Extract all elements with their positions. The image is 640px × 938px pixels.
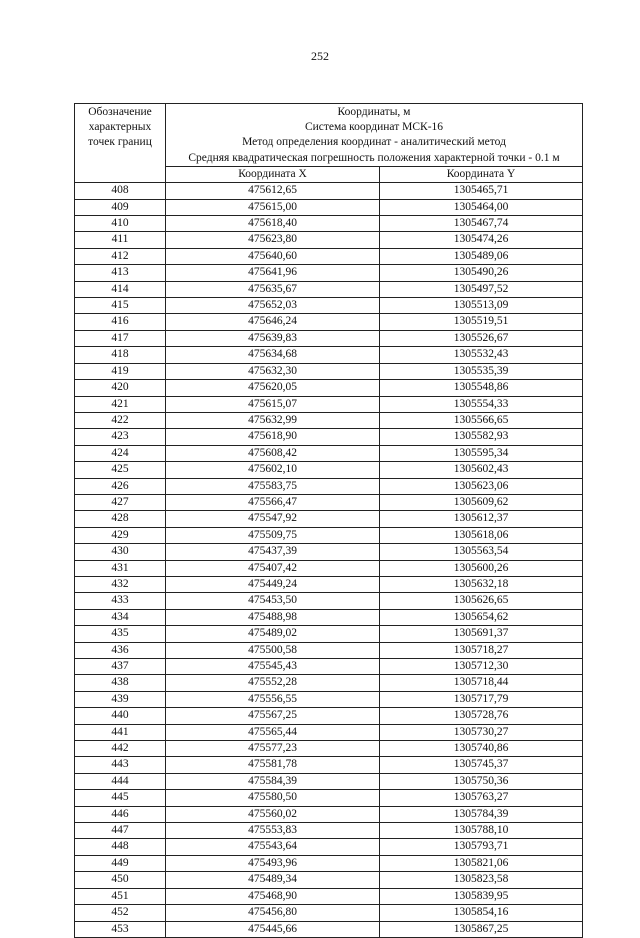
point-id-cell: 422	[75, 412, 166, 428]
table-row	[75, 576, 583, 592]
coordinate-x-cell: 475632,30	[166, 363, 380, 379]
point-id-cell: 417	[75, 330, 166, 346]
point-id-cell: 426	[75, 478, 166, 494]
coordinate-x-cell: 475615,07	[166, 396, 380, 412]
table-row	[75, 429, 583, 445]
point-id-cell: 412	[75, 248, 166, 264]
coordinate-x-cell: 475456,80	[166, 905, 380, 921]
coordinate-x-cell: 475618,40	[166, 216, 380, 232]
coordinate-y-cell: 1305582,93	[380, 429, 583, 445]
coordinate-y-cell: 1305489,06	[380, 248, 583, 264]
coordinate-x-cell: 475493,96	[166, 855, 380, 871]
coordinate-y-cell: 1305867,25	[380, 921, 583, 937]
coordinate-x-cell: 475577,23	[166, 741, 380, 757]
table-row	[75, 216, 583, 232]
header-right-line: Метод определения координат - аналитический метод	[242, 136, 506, 149]
coordinate-x-cell: 475488,98	[166, 609, 380, 625]
point-id-cell: 442	[75, 741, 166, 757]
point-id-cell: 437	[75, 659, 166, 675]
table-row	[75, 462, 583, 478]
table-row	[75, 609, 583, 625]
table-row	[75, 741, 583, 757]
table-row	[75, 675, 583, 691]
coordinate-y-cell: 1305490,26	[380, 265, 583, 281]
table-row	[75, 199, 583, 215]
coordinate-y-cell: 1305854,16	[380, 905, 583, 921]
table-row	[75, 773, 583, 789]
table-row	[75, 330, 583, 346]
coordinate-x-cell: 475552,28	[166, 675, 380, 691]
coordinate-y-cell: 1305612,37	[380, 511, 583, 527]
table-row	[75, 593, 583, 609]
table-row	[75, 560, 583, 576]
point-id-cell: 418	[75, 347, 166, 363]
coordinate-x-cell: 475468,90	[166, 888, 380, 904]
coordinate-y-cell: 1305602,43	[380, 462, 583, 478]
point-id-cell: 433	[75, 593, 166, 609]
table-row	[75, 248, 583, 264]
coordinate-x-cell: 475581,78	[166, 757, 380, 773]
table-row	[75, 544, 583, 560]
coordinate-x-cell: 475634,68	[166, 347, 380, 363]
coordinate-x-cell: 475453,50	[166, 593, 380, 609]
coordinate-y-cell: 1305535,39	[380, 363, 583, 379]
table-row	[75, 363, 583, 379]
coordinate-x-cell: 475646,24	[166, 314, 380, 330]
table-row	[75, 806, 583, 822]
header-right-line: Средняя квадратическая погрешность положения характерной точки - 0.1 м	[188, 151, 560, 164]
coordinate-x-cell: 475566,47	[166, 494, 380, 510]
coordinate-x-cell: 475640,60	[166, 248, 380, 264]
coordinate-y-cell: 1305718,27	[380, 642, 583, 658]
header-left-line: точек границ	[88, 136, 152, 149]
point-id-cell: 419	[75, 363, 166, 379]
table-row	[75, 281, 583, 297]
coordinate-y-cell: 1305750,36	[380, 773, 583, 789]
table-row	[75, 724, 583, 740]
coordinate-y-cell: 1305554,33	[380, 396, 583, 412]
table-row	[75, 855, 583, 871]
coordinate-x-cell: 475639,83	[166, 330, 380, 346]
coordinate-x-cell: 475489,34	[166, 872, 380, 888]
table-row	[75, 839, 583, 855]
point-id-cell: 432	[75, 576, 166, 592]
table-row	[75, 757, 583, 773]
coordinate-y-cell: 1305626,65	[380, 593, 583, 609]
coordinate-y-cell: 1305712,30	[380, 659, 583, 675]
coordinate-x-cell: 475641,96	[166, 265, 380, 281]
point-id-cell: 408	[75, 183, 166, 199]
coordinate-y-cell: 1305465,71	[380, 183, 583, 199]
coordinate-y-cell: 1305609,62	[380, 494, 583, 510]
point-id-cell: 439	[75, 691, 166, 707]
coordinate-x-cell: 475543,64	[166, 839, 380, 855]
coordinate-x-cell: 475509,75	[166, 527, 380, 543]
table-row	[75, 412, 583, 428]
coordinate-x-cell: 475580,50	[166, 790, 380, 806]
point-id-cell: 409	[75, 199, 166, 215]
coordinate-x-cell: 475632,99	[166, 412, 380, 428]
point-id-cell: 430	[75, 544, 166, 560]
coordinate-y-cell: 1305763,27	[380, 790, 583, 806]
table-row	[75, 659, 583, 675]
point-id-cell: 436	[75, 642, 166, 658]
coordinate-y-cell: 1305654,62	[380, 609, 583, 625]
point-id-cell: 450	[75, 872, 166, 888]
coordinate-y-cell: 1305632,18	[380, 576, 583, 592]
coordinate-x-cell: 475620,05	[166, 380, 380, 396]
table-row	[75, 314, 583, 330]
point-id-cell: 421	[75, 396, 166, 412]
table-row	[75, 921, 583, 937]
coordinate-y-cell: 1305467,74	[380, 216, 583, 232]
table-row	[75, 691, 583, 707]
coordinate-x-cell: 475584,39	[166, 773, 380, 789]
point-id-cell: 447	[75, 823, 166, 839]
point-designation-header	[75, 104, 166, 183]
coordinate-x-cell: 475567,25	[166, 708, 380, 724]
table-row	[75, 888, 583, 904]
point-id-cell: 453	[75, 921, 166, 937]
coordinate-x-cell: 475500,58	[166, 642, 380, 658]
coordinate-x-cell: 475489,02	[166, 626, 380, 642]
coordinate-y-cell: 1305784,39	[380, 806, 583, 822]
coordinate-y-cell: 1305526,67	[380, 330, 583, 346]
table-row	[75, 494, 583, 510]
coordinate-y-cell: 1305821,06	[380, 855, 583, 871]
coordinate-x-cell: 475608,42	[166, 445, 380, 461]
coordinate-x-cell: 475615,00	[166, 199, 380, 215]
coordinate-y-cell: 1305513,09	[380, 298, 583, 314]
point-id-cell: 414	[75, 281, 166, 297]
table-row	[75, 232, 583, 248]
table-row	[75, 527, 583, 543]
coordinate-x-cell: 475553,83	[166, 823, 380, 839]
coordinate-y-cell: 1305839,95	[380, 888, 583, 904]
coordinate-x-cell: 475618,90	[166, 429, 380, 445]
point-id-cell: 446	[75, 806, 166, 822]
coordinate-x-cell: 475556,55	[166, 691, 380, 707]
coordinates-header	[166, 104, 583, 167]
coordinate-y-cell: 1305548,86	[380, 380, 583, 396]
coordinate-y-cell: 1305474,26	[380, 232, 583, 248]
point-id-cell: 415	[75, 298, 166, 314]
coordinate-x-cell: 475583,75	[166, 478, 380, 494]
table-row	[75, 790, 583, 806]
coordinate-y-cell: 1305691,37	[380, 626, 583, 642]
table-row	[75, 265, 583, 281]
point-id-cell: 443	[75, 757, 166, 773]
coordinates-table	[74, 103, 583, 938]
point-id-cell: 445	[75, 790, 166, 806]
coordinate-y-cell: 1305618,06	[380, 527, 583, 543]
coordinate-x-cell: 475547,92	[166, 511, 380, 527]
point-id-cell: 449	[75, 855, 166, 871]
coordinate-x-cell: 475560,02	[166, 806, 380, 822]
coordinate-y-cell: 1305497,52	[380, 281, 583, 297]
header-left-line: характерных	[88, 121, 152, 134]
coordinate-y-cell: 1305717,79	[380, 691, 583, 707]
point-id-cell: 429	[75, 527, 166, 543]
point-id-cell: 427	[75, 494, 166, 510]
point-id-cell: 451	[75, 888, 166, 904]
coordinate-y-cell: 1305823,58	[380, 872, 583, 888]
coordinate-y-cell: 1305788,10	[380, 823, 583, 839]
coordinate-x-cell: 475602,10	[166, 462, 380, 478]
point-id-cell: 441	[75, 724, 166, 740]
point-id-cell: 410	[75, 216, 166, 232]
point-id-cell: 423	[75, 429, 166, 445]
coordinate-x-header: Координата X	[166, 166, 380, 182]
coordinate-y-cell: 1305464,00	[380, 199, 583, 215]
coordinate-x-cell: 475437,39	[166, 544, 380, 560]
coordinate-y-cell: 1305728,76	[380, 708, 583, 724]
header-right-line: Система координат МСК-16	[304, 121, 444, 134]
point-id-cell: 434	[75, 609, 166, 625]
coordinate-y-cell: 1305745,37	[380, 757, 583, 773]
point-id-cell: 440	[75, 708, 166, 724]
table-row	[75, 380, 583, 396]
point-id-cell: 448	[75, 839, 166, 855]
point-id-cell: 444	[75, 773, 166, 789]
coordinate-y-cell: 1305718,44	[380, 675, 583, 691]
coordinate-x-cell: 475449,24	[166, 576, 380, 592]
table-row	[75, 445, 583, 461]
table-row	[75, 478, 583, 494]
coordinate-y-cell: 1305793,71	[380, 839, 583, 855]
point-id-cell: 425	[75, 462, 166, 478]
point-id-cell: 452	[75, 905, 166, 921]
coordinate-y-cell: 1305519,51	[380, 314, 583, 330]
table-row	[75, 708, 583, 724]
point-id-cell: 428	[75, 511, 166, 527]
header-right-line: Координаты, м	[337, 106, 411, 118]
coordinate-x-cell: 475623,80	[166, 232, 380, 248]
coordinate-x-cell: 475445,66	[166, 921, 380, 937]
coordinate-x-cell: 475565,44	[166, 724, 380, 740]
coordinate-x-cell: 475652,03	[166, 298, 380, 314]
table-row	[75, 872, 583, 888]
coordinate-x-cell: 475407,42	[166, 560, 380, 576]
point-id-cell: 435	[75, 626, 166, 642]
coordinate-y-cell: 1305600,26	[380, 560, 583, 576]
page-number: 252	[311, 49, 329, 63]
point-id-cell: 416	[75, 314, 166, 330]
coordinate-y-cell: 1305563,54	[380, 544, 583, 560]
point-id-cell: 438	[75, 675, 166, 691]
coordinate-y-cell: 1305566,65	[380, 412, 583, 428]
table-row	[75, 347, 583, 363]
point-id-cell: 431	[75, 560, 166, 576]
table-row	[75, 183, 583, 199]
table-row	[75, 511, 583, 527]
coordinate-x-cell: 475612,65	[166, 183, 380, 199]
table-row	[75, 823, 583, 839]
coordinate-x-cell: 475635,67	[166, 281, 380, 297]
point-id-cell: 424	[75, 445, 166, 461]
table-row	[75, 905, 583, 921]
coordinate-x-cell: 475545,43	[166, 659, 380, 675]
coordinate-y-header: Координата Y	[380, 166, 583, 182]
table-row	[75, 396, 583, 412]
table-row	[75, 642, 583, 658]
coordinate-y-cell: 1305730,27	[380, 724, 583, 740]
point-id-cell: 420	[75, 380, 166, 396]
coordinate-y-cell: 1305623,06	[380, 478, 583, 494]
coordinate-y-cell: 1305740,86	[380, 741, 583, 757]
point-id-cell: 411	[75, 232, 166, 248]
coordinate-y-cell: 1305532,43	[380, 347, 583, 363]
table-header-row	[75, 104, 583, 167]
point-id-cell: 413	[75, 265, 166, 281]
coordinate-y-cell: 1305595,34	[380, 445, 583, 461]
table-row	[75, 626, 583, 642]
header-left-line: Обозначение	[88, 106, 152, 118]
table-row	[75, 298, 583, 314]
